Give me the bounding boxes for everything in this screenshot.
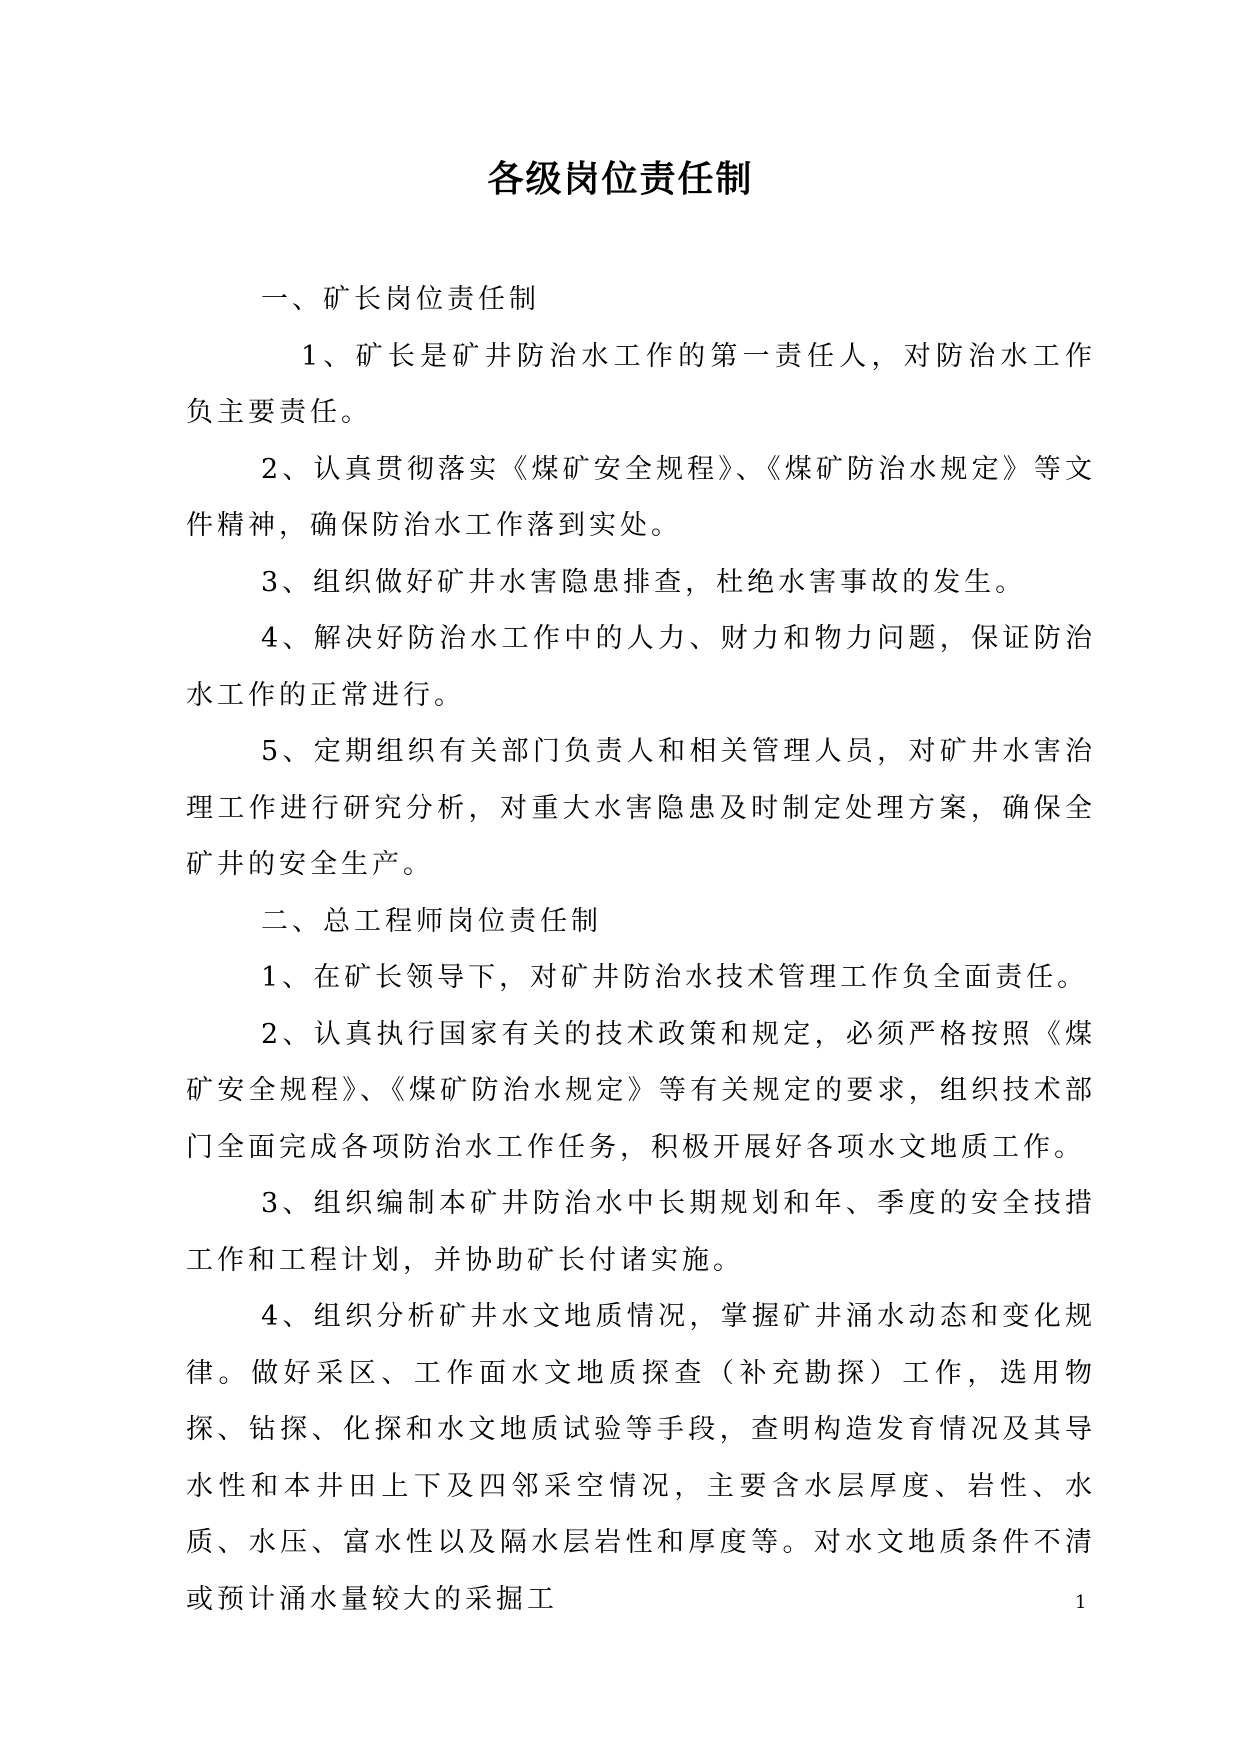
- paragraph-item: 1、在矿长领导下，对矿井防治水技术管理工作负全面责任。: [261, 962, 1089, 993]
- page-number: 1: [1075, 1592, 1087, 1613]
- paragraph-item: 4、解决好防治水工作中的人力、财力和物力问题，保证防治水工作的正常进行。: [186, 623, 1096, 711]
- paragraph-item: 2、认真执行国家有关的技术政策和规定，必须严格按照《煤矿安全规程》、《煤矿防治水规定》等有关规定的要求，组织技术部门全面完成各项防治水工作任务，积极开展好各项水文地质工作。: [186, 1018, 1096, 1163]
- section-heading-mine-director: 一、矿长岗位责任制: [261, 284, 540, 315]
- paragraph-item: 3、组织做好矿井水害隐患排查，杜绝水害事故的发生。: [261, 566, 1027, 598]
- paragraph-item: 2、认真贯彻落实《煤矿安全规程》、《煤矿防治水规定》等文件精神，确保防治水工作落到实处。: [186, 453, 1096, 541]
- paragraph-item: 4、组织分析矿井水文地质情况，掌握矿井涌水动态和变化规律。做好采区、工作面水文地质探查（补充勘探）工作，选用物探、钻探、化探和水文地质试验等手段，查明构造发育情况及其导水性和本井田上下及四邻采空情况，主要含水层厚度、岩性、水质、水压、富水性以及隔水层岩性和厚度等。对水文地质条件不清或预计涌水量较大的采掘工: [186, 1301, 1096, 1615]
- document-title: 各级岗位责任制: [487, 159, 754, 200]
- paragraph-item: 1、矿长是矿井防治水工作的第一责任人，对防治水工作负主要责任。: [186, 340, 1096, 428]
- paragraph-item: 5、定期组织有关部门负责人和相关管理人员，对矿井水害治理工作进行研究分析，对重大水害隐患及时制定处理方案，确保全矿井的安全生产。: [186, 736, 1096, 880]
- document-body: [186, 272, 1096, 1628]
- section-heading-chief-engineer: 二、总工程师岗位责任制: [261, 905, 602, 937]
- paragraph-item: 3、组织编制本矿井防治水中长期规划和年、季度的安全技措工作和工程计划，并协助矿长付诸实施。: [186, 1188, 1096, 1276]
